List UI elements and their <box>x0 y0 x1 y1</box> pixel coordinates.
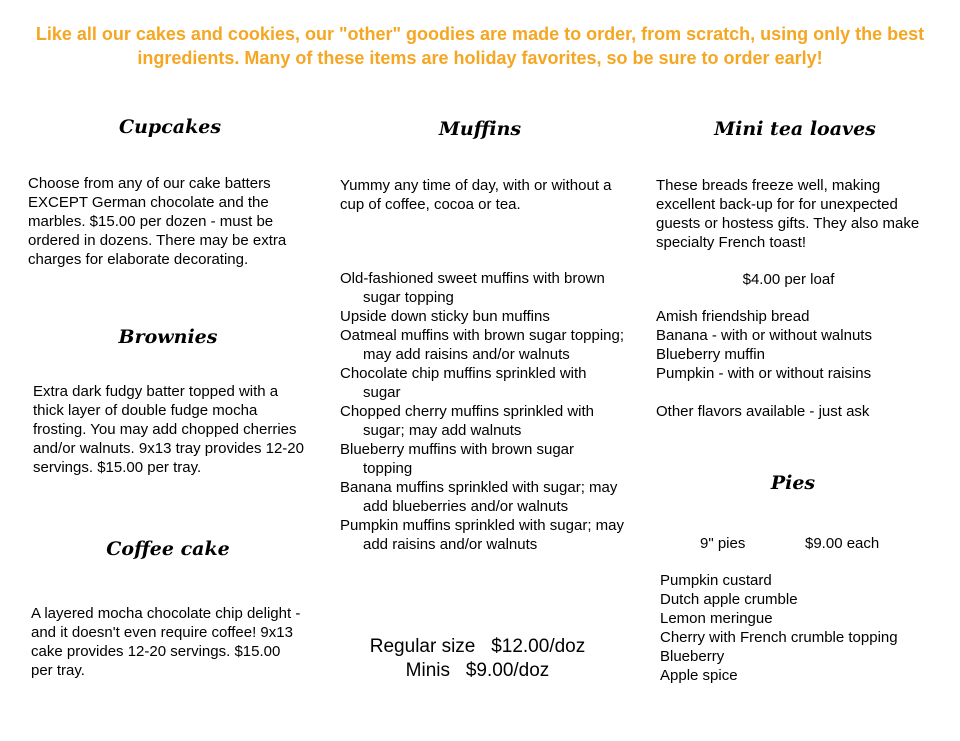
tea-loaves-intro: These breads freeze well, making excellent back-up for for unexpected guests or hostess gifts. They also make specialty French toast! <box>656 177 920 251</box>
coffee-cake-description: A layered mocha chocolate chip delight - and it doesn't even require coffee! 9x13 cake provides 12-20 servings. $15.00 per tray. <box>31 605 301 679</box>
tea-loaves-heading: Mini tea loaves <box>714 118 876 140</box>
muffins-intro: Yummy any time of day, with or without a cup of coffee, cocoa or tea. <box>340 177 612 213</box>
list-item: Amish friendship bread <box>656 308 810 325</box>
pies-heading: Pies <box>770 472 816 494</box>
tea-loaves-note: Other flavors available - just ask <box>656 403 870 420</box>
cupcakes-heading: Cupcakes <box>118 116 222 138</box>
list-item: Lemon meringue <box>660 610 773 627</box>
list-item: Pumpkin muffins sprinkled with sugar; may add raisins and/or walnuts <box>340 517 625 553</box>
muffins-price-minis: Minis $9.00/doz <box>405 660 550 681</box>
list-item: Banana muffins sprinkled with sugar; may add blueberries and/or walnuts <box>340 479 618 515</box>
list-item: Banana - with or without walnuts <box>656 327 872 344</box>
list-item: Pumpkin custard <box>660 572 772 589</box>
list-item: Pumpkin - with or without raisins <box>656 365 872 382</box>
muffins-price-regular: Regular size $12.00/doz <box>369 636 586 657</box>
list-item: Cherry with French crumble topping <box>660 629 898 646</box>
list-item: Blueberry muffin <box>656 346 765 363</box>
list-item: Upside down sticky bun muffins <box>340 308 550 325</box>
muffins-list <box>340 269 625 554</box>
list-item: Blueberry <box>660 648 725 665</box>
list-item: Chopped cherry muffins sprinkled with sugar; may add walnuts <box>340 403 595 439</box>
list-item: Apple spice <box>660 667 738 684</box>
pies-price: $9.00 each <box>805 535 880 552</box>
brownies-description: Extra dark fudgy batter topped with a thick layer of double fudge mocha frosting. You may add chopped cherries and/or walnuts. 9x13 tray provides 12-20 servings. $15.00 per tray. <box>33 383 304 476</box>
pies-size: 9" pies <box>700 535 746 552</box>
list-item: Oatmeal muffins with brown sugar topping; may add raisins and/or walnuts <box>340 327 625 363</box>
coffee-cake-heading: Coffee cake <box>106 538 230 560</box>
tea-loaves-list <box>656 307 936 383</box>
list-item: Blueberry muffins with brown sugar topping <box>340 441 574 477</box>
pies-list <box>660 571 950 685</box>
muffins-heading: Muffins <box>438 118 522 140</box>
list-item: Old-fashioned sweet muffins with brown sugar topping <box>340 270 605 306</box>
brownies-heading: Brownies <box>118 326 218 348</box>
list-item: Dutch apple crumble <box>660 591 798 608</box>
intro-text: Like all our cakes and cookies, our "other" goodies are made to order, from scratch, using only the best ingredients. Many of these items are holiday favorites, so be sure to order early! <box>35 24 925 68</box>
list-item: Chocolate chip muffins sprinkled with sugar <box>340 365 587 401</box>
tea-loaves-price: $4.00 per loaf <box>742 271 835 288</box>
cupcakes-description: Choose from any of our cake batters EXCEPT German chocolate and the marbles. $15.00 per dozen - must be ordered in dozens. There may be extra charges for elaborate decorating. <box>28 175 287 268</box>
